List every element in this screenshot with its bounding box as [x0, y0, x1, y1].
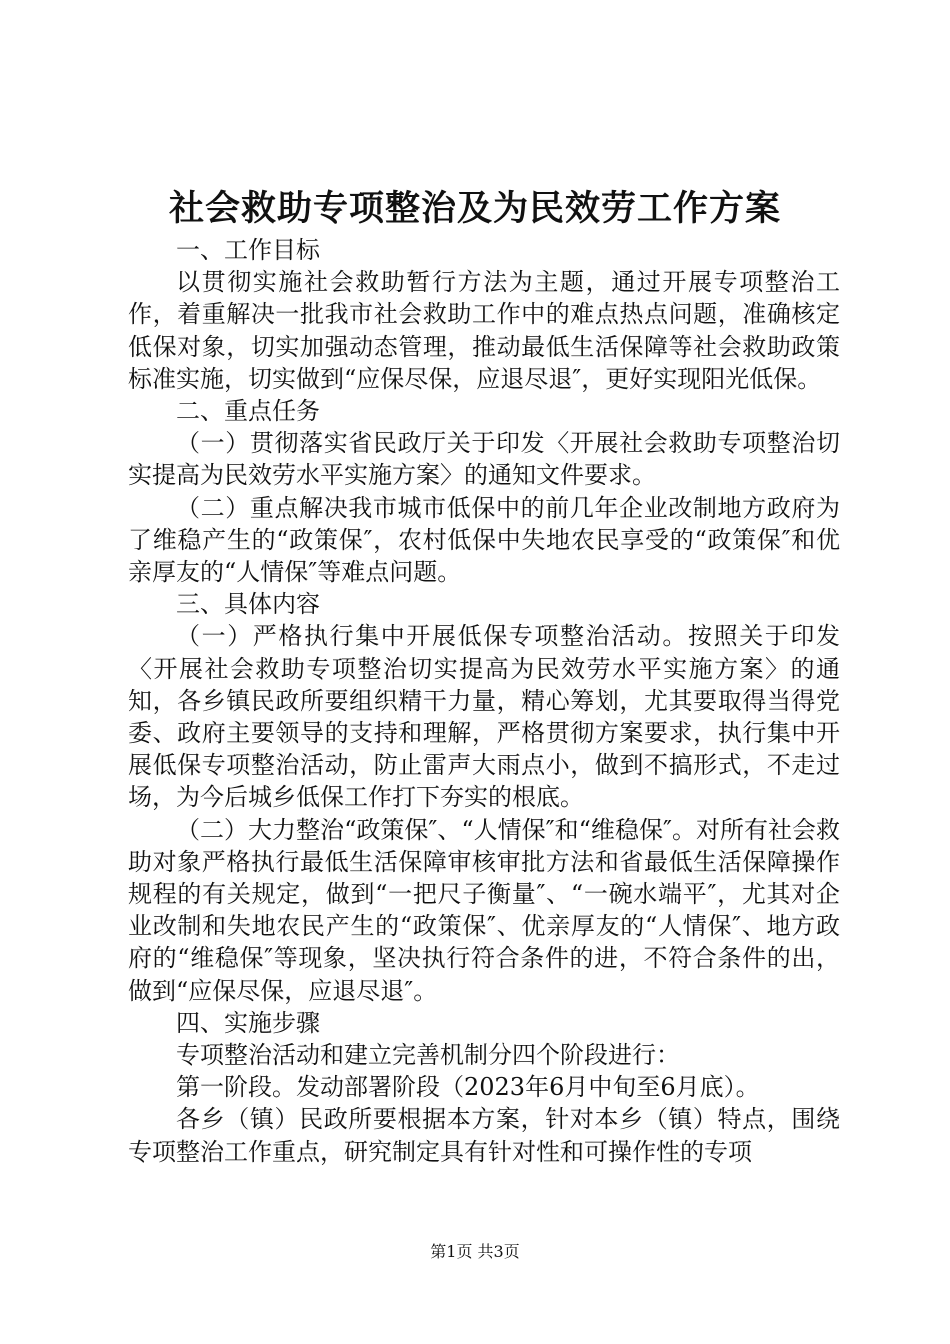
section-heading-goals: 一、工作目标: [176, 236, 320, 264]
document-title: 社会救助专项整治及为民效劳工作方案: [168, 188, 781, 229]
paragraph-goals: 以贯彻实施社会救助暂行方法为主题，通过开展专项整治工作，着重解决一批我市社会救助工作中的难点热点问题，准确核定低保对象，切实加强动态管理，推动最低生活保障等社会救助政策标准实施，切实做到“应保尽保，应退尽退″，更好实现阳光低保。: [128, 268, 840, 393]
page-footer: 第1页 共3页: [430, 1242, 520, 1261]
paragraph-steps-intro: 专项整治活动和建立完善机制分四个阶段进行：: [176, 1041, 680, 1070]
section-heading-tasks: 二、重点任务: [176, 397, 320, 426]
section-heading-content: 三、具体内容: [176, 590, 320, 619]
section-heading-steps: 四、实施步骤: [176, 1008, 320, 1037]
paragraph-phase-1: 第一阶段。发动部署阶段（2023年6月中旬至6月底）。: [176, 1073, 760, 1102]
paragraph-phase-1-detail: 各乡（镇）民政所要根据本方案，针对本乡（镇）特点，围绕专项整治工作重点，研究制定具有针对性和可操作性的专项: [128, 1105, 840, 1166]
paragraph-task-2: （二）重点解决我市城市低保中的前几年企业改制地方政府为了维稳产生的“政策保″，农村低保中失地农民享受的“政策保″和优亲厚友的“人情保″等难点问题。: [128, 493, 840, 587]
paragraph-content-2: （二）大力整治“政策保″、“人情保″和“维稳保″。对所有社会救助对象严格执行最低生活保障审核审批方法和省最低生活保障操作规程的有关规定，做到“一把尺子衡量″、“一碗水端平″，尤其对企业改制和失地农民产生的“政策保″、优亲厚友的“人情保″、地方政府的“维稳保″等现象，坚决执行符合条件的进，不符合条件的出，做到“应保尽保，应退尽退″。: [128, 815, 840, 1005]
paragraph-content-1: （一）严格执行集中开展低保专项整治活动。按照关于印发〈开展社会救助专项整治切实提高为民效劳水平实施方案〉的通知，各乡镇民政所要组织精干力量，精心筹划，尤其要取得当得党委、政府主要领导的支持和理解，严格贯彻方案要求，执行集中开展低保专项整治活动，防止雷声大雨点小，做到不搞形式，不走过场，为今后城乡低保工作打下夯实的根底。: [128, 622, 840, 812]
document-body: [128, 234, 840, 1168]
paragraph-task-1: （一）贯彻落实省民政厅关于印发〈开展社会救助专项整治切实提高为民效劳水平实施方案〉的通知文件要求。: [128, 429, 840, 490]
